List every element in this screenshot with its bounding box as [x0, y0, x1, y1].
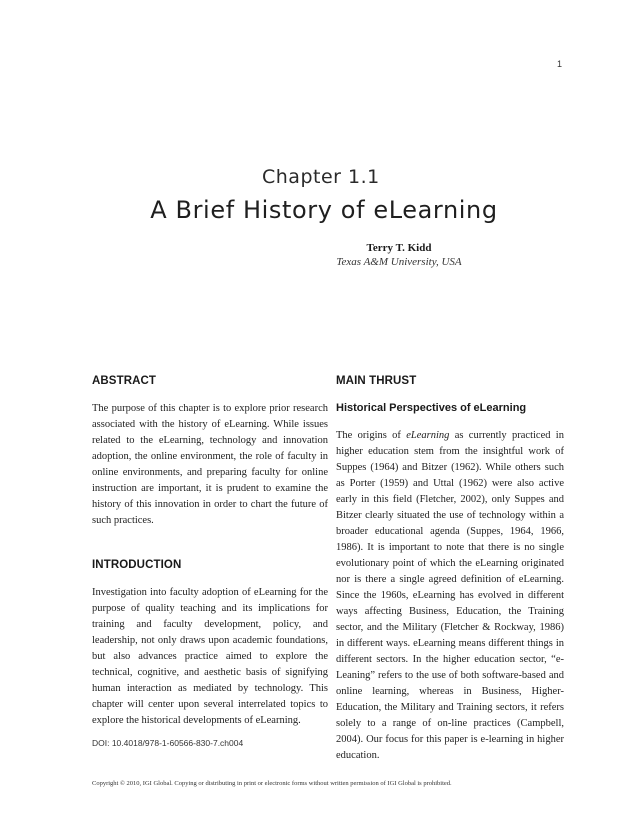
abstract-heading: ABSTRACT	[92, 375, 157, 387]
right-column	[336, 375, 564, 764]
main-thrust-text-rest: as currently practiced in higher education stem from the insightful work of Suppes (1964) and Bitzer (1962). While others such as Porter (1959) and Uttal (1962) were also active early in this field (Fletcher, 2002), only Suppes and Bitzer clearly situated the use of technology within a broader educational agenda (Suppes, 1964, 1966, 1986). It is important to note that there is no single evolutionary point of which the eLearning originated nor is there a single agreed definition of eLearning. Since the 1960s, eLearning has evolved in different ways affecting Business, Education, the Training sector, and the Military (Fletcher & Rockway, 1986) in different ways. eLearning means different things in different sectors. In the higher education sector, “e-Leaning” refers to the use of both software-based and online learning, whereas in Business, Higher-Education, the Military and Training sectors, it refers solely to a range of on-line practices (Campbell, 2004). Our focus for this paper is e-learning in higher education.	[336, 430, 564, 761]
page-number: 1	[556, 59, 562, 69]
doi-text: DOI: 10.4018/978-1-60566-830-7.ch004	[92, 738, 244, 748]
chapter-label: Chapter 1.1	[262, 166, 380, 188]
author-name: Terry T. Kidd	[366, 242, 432, 254]
author-affiliation: Texas A&M University, USA	[336, 256, 462, 268]
main-thrust-text-em: eLearning	[406, 430, 450, 441]
historical-perspectives-heading: Historical Perspectives of eLearning	[336, 402, 527, 414]
introduction-text: Investigation into faculty adoption of eLearning for the purpose of quality teaching and its implications for training and faculty development, policy, and leadership, not only draws upon academic foundations, but also advances practice aimed to explore the technical, cognitive, and aesthetic basis of signifying human interaction as mediated by technology. This chapter will center upon several interrelated topics to explore the historical developments of eLearning.	[92, 587, 328, 726]
author-block	[0, 241, 638, 269]
chapter-title: A Brief History of eLearning	[150, 196, 498, 224]
copyright-footer: Copyright © 2010, IGI Global. Copying or distributing in print or electronic forms without written permission of IGI Global is prohibited.	[92, 780, 452, 787]
abstract-text: The purpose of this chapter is to explore prior research associated with the history of eLearning. While issues related to the eLearning, technology and innovation adoption, the online environment, the role of faculty in online environments, and preparing faculty for online instruction are important, it is prudent to examine the history of this innovation in order to chart the future of such practices.	[92, 403, 328, 526]
main-thrust-heading: MAIN THRUST	[336, 375, 417, 387]
main-thrust-text-start: The origins of	[336, 430, 407, 441]
main-thrust-text	[336, 428, 564, 764]
introduction-heading: INTRODUCTION	[92, 559, 182, 571]
left-column	[92, 375, 328, 748]
